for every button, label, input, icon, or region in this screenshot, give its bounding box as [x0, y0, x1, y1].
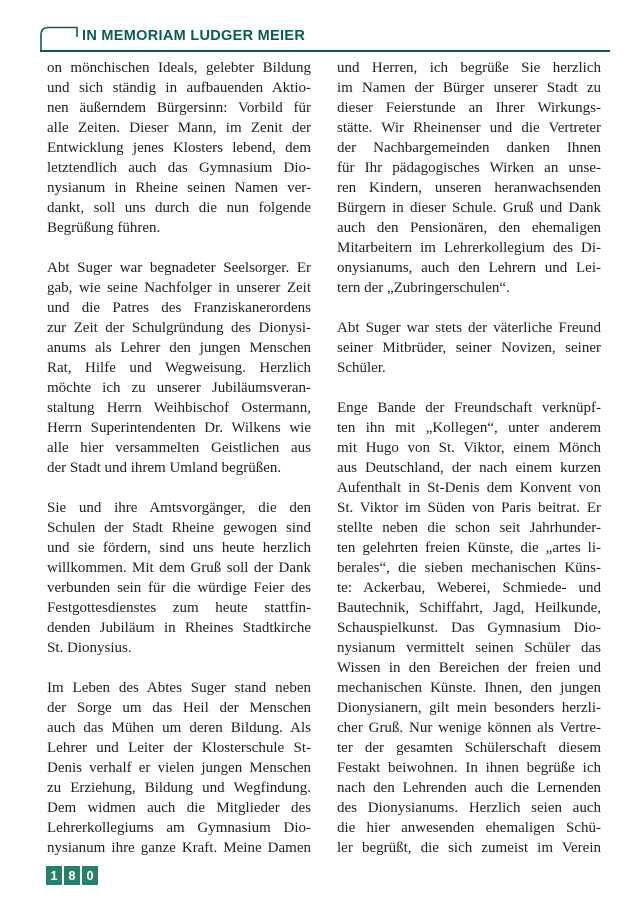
text-line: die hier anwesenden ehemaligen Schü-: [337, 820, 601, 836]
paragraph: [337, 318, 601, 378]
paragraph: [47, 498, 311, 658]
text-line: Festgottesdienstes zum heute stattfin-: [47, 600, 311, 616]
text-line: alle hier versammelten Geistlichen aus: [47, 440, 311, 456]
text-line: seiner Mitbrüder, seiner Novizen, seiner: [337, 340, 601, 356]
text-line: stätte. Wir Rheinenser und die Vertreter: [337, 120, 601, 136]
text-line: auch den Pensionären, den ehemaligen: [337, 220, 601, 236]
text-line: möchte ich zu unserer Jubiläumsveran-: [47, 380, 311, 396]
text-line: Enge Bande der Freundschaft verknüpf-: [337, 400, 601, 416]
text-line: anums als Lehrer den jungen Menschen: [47, 340, 311, 356]
text-line: und sie fördern, sind uns heute herzlich: [47, 540, 311, 556]
text-line: zur Zeit der Schulgründung des Dionysi-: [47, 320, 311, 336]
text-line: dieser Feierstunde an Ihrer Wirkungs-: [337, 100, 601, 116]
text-line: Entwicklung jenes Klosters lebend, dem: [47, 140, 311, 156]
text-line: te: Ackerbau, Weberei, Schmiede- und: [337, 580, 601, 596]
text-line: dankt, soll uns durch die nun folgende: [47, 200, 311, 216]
text-line: St. Dionysius.: [47, 640, 132, 656]
text-line: Bautechnik, Schiffahrt, Jagd, Heilkunde,: [337, 600, 601, 616]
text-line: Schauspielkunst. Das Gymnasium Dio-: [337, 620, 601, 636]
text-line: denden Jubiläum in Rheines Stadtkirche: [47, 620, 311, 636]
text-line: der Stadt und ihrem Umland begrüßen.: [47, 460, 282, 476]
text-line: und Herren, ich begrüße Sie herzlich: [337, 60, 601, 76]
page-number-box: 1: [46, 866, 62, 885]
text-line: nysianum vermittelt seinen Schüler das: [337, 640, 601, 656]
text-line: ren Kindern, unseren heranwachsenden: [337, 180, 601, 196]
text-line: Lehrerkollegiums am Gymnasium Dio-: [47, 820, 311, 836]
text-line: Bürgern in dieser Schule. Gruß und Dank: [337, 200, 601, 216]
header-rule: [40, 50, 610, 52]
paragraph: [337, 398, 601, 858]
text-line: des Dionysianums. Herzlich seien auch: [337, 800, 601, 816]
text-line: ten gelehrten freien Künste, die „artes li-: [337, 540, 601, 556]
text-line: Wissen in den Bereichen der freien und: [337, 660, 601, 676]
text-line: berales“, die sieben mechanischen Küns-: [337, 560, 601, 576]
text-line: Denis verhalf er vielen jungen Menschen: [47, 760, 311, 776]
text-line: Herrn Superintendenten Dr. Wilkens wie: [47, 420, 311, 436]
text-line: Abt Suger war stets der väterliche Freund: [337, 320, 601, 336]
text-line: Sie und ihre Amtsvorgänger, die den: [47, 500, 311, 516]
text-line: Rat, Hilfe und Wegweisung. Herzlich: [47, 360, 311, 376]
text-line: und sich ständig in aufbauenden Aktio-: [47, 80, 311, 96]
paragraph: [47, 58, 311, 238]
chapter-tab-icon: [40, 26, 78, 52]
text-line: der Nachbargemeinden danken Ihnen: [337, 140, 601, 156]
paragraph: [337, 58, 601, 298]
text-line: nysianum in Rheine seinen Namen ver-: [47, 180, 311, 196]
page-title: IN MEMORIAM LUDGER MEIER: [82, 28, 306, 44]
text-line: zu Erziehung, Bildung und Wegfindung.: [47, 780, 311, 796]
text-line: auch das Mühen um deren Bildung. Als: [47, 720, 311, 736]
text-line: nen äußerndem Bürgersinn: Vorbild für: [47, 100, 311, 116]
text-line: letztendlich auch das Gymnasium Dio-: [47, 160, 311, 176]
text-line: für Ihr pädagogisches Wirken an unse-: [337, 160, 601, 176]
page-number: [46, 866, 98, 885]
text-line: der Sorge um das Heil der Menschen: [47, 700, 311, 716]
text-line: cher Gruß. Nur wenige können als Vertre-: [337, 720, 601, 736]
text-line: alle Zeiten. Dieser Mann, im Zenit der: [47, 120, 311, 136]
paragraph: [47, 258, 311, 478]
text-line: verbunden sein für die würdige Feier des: [47, 580, 311, 596]
text-line: und die Patres des Franziskanerordens: [47, 300, 311, 316]
text-line: Dionysianern, gilt mein besonders herzli-: [337, 700, 601, 716]
text-line: onysianums, auch den Lehrern und Lei-: [337, 260, 601, 276]
text-line: on mönchischen Ideals, gelebter Bildung: [47, 60, 311, 76]
text-line: Dem widmen auch die Mitglieder des: [47, 800, 311, 816]
text-line: nach den Lehrenden auch die Lernenden: [337, 780, 601, 796]
text-line: ten ihn mit „Kollegen“, unter anderem: [337, 420, 601, 436]
text-line: willkommen. Mit dem Gruß soll der Dank: [47, 560, 311, 576]
page-number-box: 0: [82, 866, 98, 885]
text-line: gab, wie seine Nachfolger in unserer Zeit: [47, 280, 311, 296]
text-column-right: [337, 58, 601, 858]
text-line: ter der gesamten Schülerschaft diesem: [337, 740, 601, 756]
text-line: staltung Herrn Weihbischof Ostermann,: [47, 400, 311, 416]
text-line: Mitarbeitern im Lehrerkollegium des Di-: [337, 240, 601, 256]
paragraph: [47, 678, 311, 858]
text-line: mechanischen Künste. Ihnen, den jungen: [337, 680, 601, 696]
text-line: St. Viktor im Süden von Paris beitrat. Er: [337, 500, 601, 516]
text-line: Schulen der Stadt Rheine gewogen sind: [47, 520, 311, 536]
page-number-box: 8: [64, 866, 80, 885]
text-line: mit Hugo von St. Viktor, einem Mönch: [337, 440, 601, 456]
text-line: aus Deutschland, der nach einem kurzen: [337, 460, 601, 476]
text-line: ler begrüßt, die sich zumeist im Verein: [337, 840, 601, 856]
text-line: Begrüßung führen.: [47, 220, 161, 236]
text-line: Festakt beiwohnen. In ihnen begrüße ich: [337, 760, 601, 776]
text-line: nysianum ihre ganze Kraft. Meine Damen: [47, 840, 311, 856]
text-line: Schüler.: [337, 360, 386, 376]
text-line: stellte neben die schon seit Jahrhunder-: [337, 520, 601, 536]
text-line: Im Leben des Abtes Suger stand neben: [47, 680, 311, 696]
text-column-left: [47, 58, 311, 858]
text-line: Abt Suger war begnadeter Seelsorger. Er: [47, 260, 311, 276]
text-line: im Namen der Bürger unserer Stadt zu: [337, 80, 601, 96]
text-line: Lehrer und Leiter der Klosterschule St-: [47, 740, 311, 756]
text-line: tern der „Zubringerschulen“.: [337, 280, 510, 296]
text-line: Aufenthalt in St-Denis dem Konvent von: [337, 480, 601, 496]
